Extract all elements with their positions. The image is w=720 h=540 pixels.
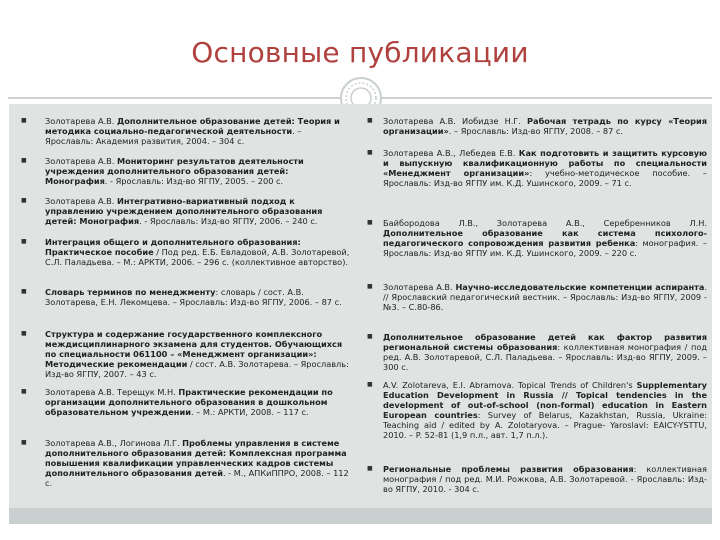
publication-details: : учебно-методическое пособие. – Ярославль: Изд-во ЯГПУ им. К.Д. Ушинского, 2009. – 71 с.: [383, 168, 707, 188]
publication-text: [45, 287, 351, 307]
publication-details: Золотарева А.В., Лебедев Е.В.: [383, 148, 519, 158]
bullet-icon: ■: [21, 288, 27, 295]
publication-details: : коллективная монография / под ред. М.И. Рожкова, А.В. Золотаревой. - Ярославль: Изд-во ЯГПУ, 2010. - 304 с.: [383, 464, 707, 494]
publication-title: Рабочая тетрадь по курсу «Теория организации»: [383, 116, 708, 136]
publication-details: . - М., АПКиППРО, 2008. – 112 с.: [45, 468, 349, 488]
publication-details: Золотарева А.В. Терещук М.Н.: [45, 387, 179, 397]
list-item: [21, 196, 351, 226]
publication-title: Интегративно-вариативный подход к управлению учреждением дополнительного образования детей: Монография: [45, 196, 323, 226]
publication-text: [45, 329, 351, 379]
publication-text: [383, 218, 707, 258]
publication-text: [383, 282, 707, 312]
publication-title: Дополнительное образование как система психолого-педагогического сопровождения развития ребенка: [383, 228, 707, 248]
publication-details: Золотарева А.В.: [45, 116, 117, 126]
bullet-icon: ■: [21, 388, 27, 395]
list-item: [367, 116, 707, 136]
bullet-icon: ■: [21, 117, 27, 124]
list-item: [367, 282, 707, 312]
publication-details: : коллективная монография / под ред. А.В. Золотаревой, С.Л. Паладьева. – Ярославль: Изд-во ЯГПУ, 2009. – 300 с.: [383, 342, 707, 372]
bullet-icon: ■: [21, 197, 27, 204]
bullet-icon: ■: [367, 149, 373, 156]
publication-title: Проблемы управления в системе дополнительного образования детей: Комплексная программа повышения квалификации управленческих кадров системы дополнительного образования детей: [45, 438, 347, 478]
publication-details: . // Ярославский педагогический вестник. – Ярославль: Изд-во ЯГПУ, 2009 - №3. – С.80-86.: [383, 282, 707, 312]
publication-text: [383, 464, 707, 494]
publication-text: [383, 148, 707, 188]
bullet-icon: ■: [21, 330, 27, 337]
publication-details: Золотарева А.В.: [45, 156, 117, 166]
publication-details: Золотарева А.В.: [383, 282, 456, 292]
publication-title: Дополнительное образование детей как фактор развития региональной системы образования: [383, 332, 707, 352]
list-item: [21, 237, 351, 267]
publication-details: Золотарева А.В. Иобидзе Н.Г.: [383, 116, 528, 126]
publication-details: Байбородова Л.В., Золотарева А.В., Серебренников Л.Н.: [383, 218, 707, 228]
list-item: [367, 380, 707, 440]
publication-text: [383, 332, 707, 372]
publication-text: [45, 156, 351, 186]
publication-text: [383, 380, 707, 440]
publication-details: : словарь / сост. А.В. Золотарева, Е.Н. Лекомцева. – Ярославль: Изд-во ЯГПУ, 2006. – 87 с.: [45, 287, 342, 307]
slide-title: Основные публикации: [191, 36, 529, 69]
bullet-icon: ■: [367, 381, 373, 388]
bullet-icon: ■: [367, 219, 373, 226]
publication-title: Региональные проблемы развития образования: [383, 464, 634, 474]
publication-title: Дополнительное образование детей: Теория и методика социально-педагогической деятельности: [45, 116, 340, 136]
publication-title: Мониторинг результатов деятельности учреждения дополнительного образования детей: Монография: [45, 156, 304, 186]
publication-details: Золотарева А.В.: [45, 196, 117, 206]
list-item: [367, 218, 707, 258]
publication-text: [45, 237, 351, 267]
publication-details: . – Ярославль: Академия развития, 2004. – 304 с.: [45, 126, 302, 146]
publication-text: [45, 387, 351, 417]
publication-text: [45, 196, 351, 226]
publication-text: [45, 116, 351, 146]
publication-details: . – Ярославль: Изд-во ЯГПУ, 2008. – 87 с.: [448, 126, 624, 136]
publication-details: . - Ярославль: Изд-во ЯГПУ, 2005. – 200 с.: [104, 176, 284, 186]
bullet-icon: ■: [21, 439, 27, 446]
publication-details: : Survey of Belarus, Kazakhstan, Russia, Ukraine: Teaching aid / edited by A. Zolotaryova. – Prague- Yaroslavl: EAICY-YSTTU, 2010. – P. 52-81 (1,9 п.л., авт. 1,7 п.л.).: [383, 410, 708, 440]
list-item: [21, 438, 351, 488]
publication-text: [383, 116, 707, 136]
list-item: [21, 116, 351, 146]
list-item: [21, 329, 351, 379]
publication-title: Научно-исследовательские компетенции аспиранта: [455, 282, 705, 292]
list-item: [367, 464, 707, 494]
publication-details: / сост. А.В. Золотарева. – Ярославль: Изд-во ЯГПУ, 2007. – 43 с.: [45, 359, 349, 379]
publication-details: Золотарева А.В., Логинова Л.Г.: [45, 438, 183, 448]
publications-panel: [9, 104, 712, 524]
publication-details: : монография. – Ярославль: Изд-во ЯГПУ им. К.Д. Ушинского, 2009. – 220 с.: [383, 238, 707, 258]
publication-title: Словарь терминов по менеджменту: [45, 287, 216, 297]
publication-details: . – М.: АРКТИ, 2008. – 117 с.: [190, 407, 309, 417]
bullet-icon: ■: [21, 238, 27, 245]
bullet-icon: ■: [21, 157, 27, 164]
list-item: [21, 156, 351, 186]
divider-left: [8, 97, 340, 99]
bullet-icon: ■: [367, 283, 373, 290]
bullet-icon: ■: [367, 465, 373, 472]
list-item: [367, 332, 707, 372]
divider-right: [382, 97, 712, 99]
publication-title: Интеграция общего и дополнительного образования: Практическое пособие: [45, 237, 301, 257]
publication-details: / Под ред. Е.Б. Евладовой, А.В. Золотаревой, С.Л. Паладьева. – М.: АРКТИ, 2006. – 296 с. (коллективное авторство).: [45, 247, 350, 267]
publication-details: A.V. Zolotareva, E.I. Abramova. Topical Trends of Children's: [383, 380, 637, 390]
publication-text: [45, 438, 351, 488]
list-item: [21, 387, 351, 417]
publication-title: Практические рекомендации по организации дополнительного образования в дошкольном образовательном учреждении: [45, 387, 333, 417]
publication-details: . - Ярославль: Изд-во ЯГПУ, 2006. – 240 с.: [139, 216, 318, 226]
publication-title: Supplementary Education Development in Russia // Topical tendencies in the development of out-of-school (non-formal) education in Eastern European countries: [383, 380, 707, 420]
publication-title: Структура и содержание государственного комплексного междисциплинарного экзамена для студентов. Обучающихся по специальности 061100 – «Менеджмент организации»: Методические рекомендации: [45, 329, 343, 369]
list-item: [21, 287, 351, 307]
publication-title: Как подготовить и защитить курсовую и выпускную квалификационную работы по специальности «Менеджмент организации»: [383, 148, 707, 178]
footer-bar: [9, 508, 712, 524]
list-item: [367, 148, 707, 188]
bullet-icon: ■: [367, 117, 373, 124]
bullet-icon: ■: [367, 333, 373, 340]
